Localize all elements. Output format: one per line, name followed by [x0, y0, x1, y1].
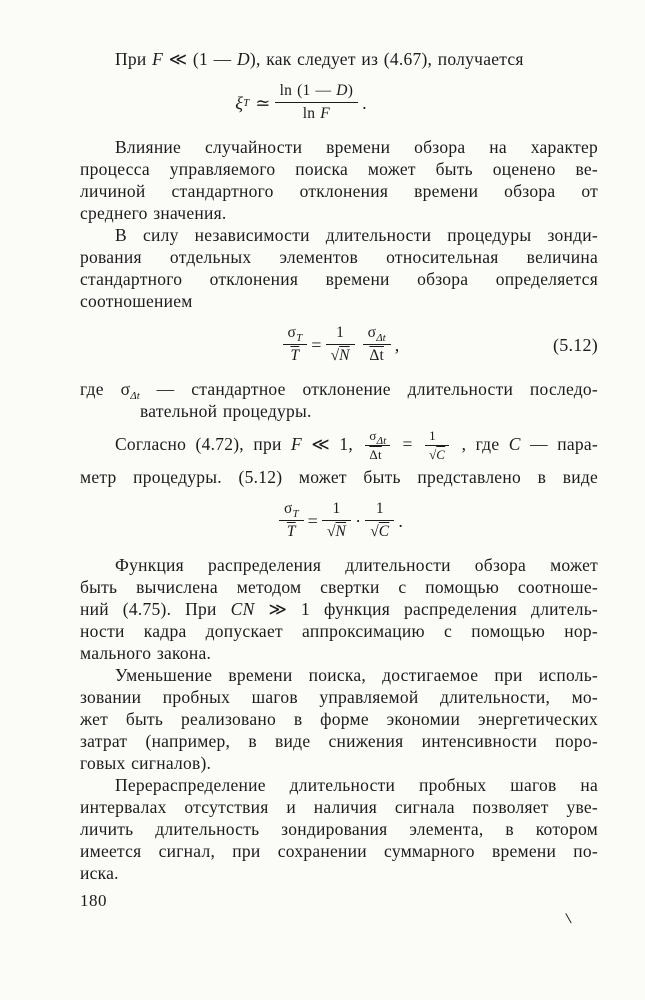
- display-formula-combined: [80, 499, 598, 542]
- text-line: быть вычислена методом свертки с помощью соотноше-: [80, 577, 598, 597]
- text-run: ≪ (1 —: [163, 49, 237, 69]
- end-period: .: [398, 510, 404, 531]
- var-F: F: [290, 434, 302, 454]
- text-line: личиной стандартного отклонения времени обзора от: [80, 181, 598, 201]
- multiplication-dot: ·: [355, 510, 362, 531]
- formula-combined: [275, 499, 403, 542]
- sigma-symbol: σ: [120, 379, 131, 399]
- paragraph-according: [80, 422, 598, 488]
- text-line: зовании пробных шагов управляемой длительности, мо-: [80, 687, 598, 707]
- text-line: говых сигналов).: [80, 753, 212, 773]
- text-line: личить длительность зондирования элемента, в котором: [80, 819, 598, 839]
- text-line: Перераспределение длительности пробных шагов на: [115, 775, 598, 795]
- fraction-denominator: T: [290, 347, 300, 364]
- intro-line: [80, 48, 598, 70]
- fraction-numerator: $\sigma_{\Delta t}$: [363, 323, 391, 345]
- fraction-denominator: Δt: [369, 347, 385, 364]
- ink-mark-artifact: ∖: [562, 910, 575, 927]
- text-line: стандартного отклонения времени обзора определяется: [80, 269, 598, 289]
- text-line: Уменьшение времени поиска, достигаемое при исполь-: [115, 665, 598, 685]
- display-formula-512: [80, 323, 598, 366]
- fraction-numerator: $\sigma_T$: [283, 323, 308, 345]
- formula-512: [279, 323, 400, 366]
- paragraph-where: [80, 378, 598, 422]
- fraction-denominator: T: [286, 523, 296, 540]
- text-line: метр процедуры. (5.12) может быть представлено в виде: [80, 467, 598, 487]
- page-number: 180: [80, 891, 107, 910]
- fraction-denominator: √N: [330, 347, 350, 364]
- fraction-numerator: ln (1 — D): [275, 81, 358, 103]
- radical-sign: √: [370, 523, 379, 540]
- fraction-numerator: 1: [326, 323, 355, 345]
- radical-sign: √: [429, 447, 437, 463]
- paragraph-independence: [80, 224, 598, 312]
- text-line: ности кадра допускает аппроксимацию с помощью нор-: [80, 621, 598, 641]
- radical-sign: √: [327, 523, 336, 540]
- fraction: [363, 323, 391, 366]
- display-formula-xi: [80, 81, 598, 124]
- end-period: .: [362, 92, 367, 113]
- text-line: имеется сигнал, при сохранении суммарного времени по-: [80, 841, 598, 861]
- text-line: Функция распределения длительности обзора может: [115, 555, 598, 575]
- equals-sign: =: [307, 510, 318, 531]
- paragraph-redistribution: [80, 774, 598, 884]
- fraction-denominator: ln F: [302, 105, 330, 122]
- fraction: [365, 499, 394, 542]
- equation-number: (5.12): [553, 334, 598, 355]
- fraction-numerator: 1: [322, 499, 351, 521]
- equals-sign: =: [311, 334, 322, 355]
- paragraph-influence: [80, 136, 598, 224]
- radical-sign: √: [330, 347, 340, 364]
- paragraph-reduction: [80, 664, 598, 774]
- text-line: где $\sigma_{\Delta t}$ — стандартное отклонение длительности последо-: [80, 379, 598, 402]
- paragraph-distribution: [80, 554, 598, 664]
- text-run: ), как следует из (4.67), получается: [249, 49, 524, 69]
- text-line: жет быть реализовано в форме экономии энергетических: [80, 709, 598, 729]
- fraction-denominator: √N: [327, 523, 347, 540]
- text-run: При: [115, 49, 153, 69]
- sigma-subscript: Δt: [130, 390, 140, 402]
- text-line: затрат (например, в виде снижения интенсивности поро-: [80, 731, 598, 751]
- inline-fraction: [365, 428, 390, 463]
- text-line: процесса управляемого поиска может быть оценено ве-: [80, 159, 598, 179]
- formula-xi: ξ T ≃ $\frac{\ln (1 — D)}{\text{ln F}}$ .: [235, 82, 367, 122]
- fraction: [283, 323, 308, 366]
- inline-fraction: [425, 428, 449, 463]
- var-C: C: [508, 434, 521, 454]
- fraction-numerator: $\sigma_T$: [279, 499, 304, 521]
- fraction-denominator: √C: [370, 523, 390, 540]
- relation-symbol: ≃: [255, 92, 271, 113]
- text-line: ний (4.75). При CN ≫ 1 функция распределения длитель-: [80, 599, 599, 619]
- text-line: Влияние случайности времени обзора на характер: [115, 137, 598, 157]
- fraction-numerator: 1: [425, 428, 449, 446]
- text-line: иска.: [80, 863, 119, 883]
- text-line-with-math: Согласно (4.72), при F ≪ 1, $\frac{\sigma_{\Delta t}}{\Delta t}$ = $\frac{1}{√C}$ , где C — пара-: [115, 428, 598, 463]
- fraction-numerator: $\sigma_{\Delta t}$: [365, 428, 390, 446]
- var-F: F: [152, 49, 164, 69]
- var-D: D: [237, 49, 250, 69]
- xi-symbol: ξ: [235, 92, 244, 113]
- text-line: мального закона.: [80, 643, 212, 663]
- text-line: среднего значения.: [80, 203, 227, 223]
- fraction: [279, 499, 304, 542]
- comma: ,: [394, 334, 400, 355]
- text-line: В силу независимости длительности процедуры зонди-: [115, 225, 598, 245]
- fraction-denominator: √C: [429, 447, 446, 463]
- text-line: соотношением: [80, 291, 193, 311]
- fraction: [326, 323, 355, 366]
- fraction: [275, 81, 358, 124]
- text-line: интервалах отсутствия и наличия сигнала позволяет уве-: [80, 797, 598, 817]
- fraction-numerator: 1: [365, 499, 394, 521]
- var-CN: CN: [230, 599, 255, 619]
- text-line: рования отдельных элементов относительная величина: [80, 247, 598, 267]
- text-line: вательной процедуры.: [140, 401, 312, 421]
- fraction: [322, 499, 351, 542]
- fraction-denominator: Δt: [369, 447, 382, 463]
